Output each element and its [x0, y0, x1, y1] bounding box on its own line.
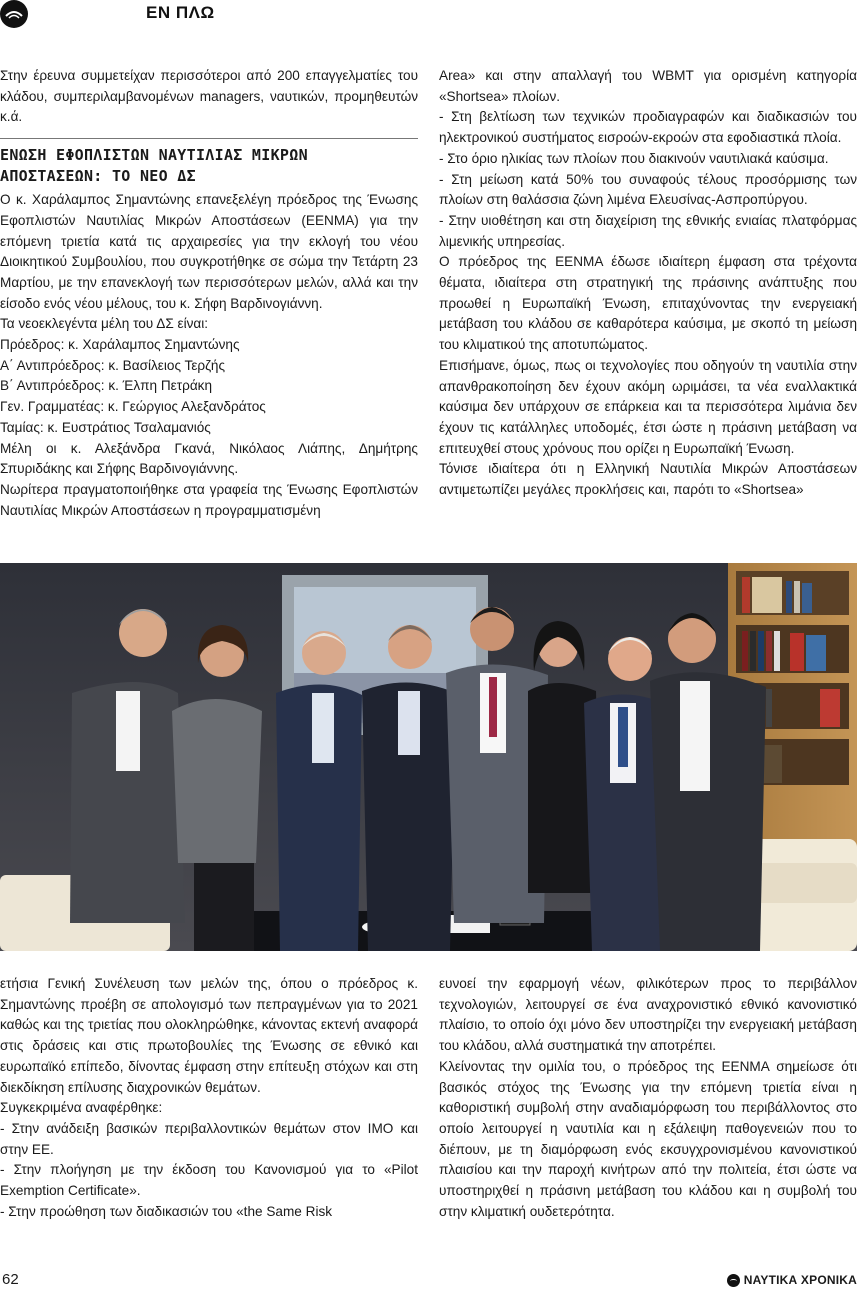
member-line: Γεν. Γραμματέας: κ. Γεώργιος Αλεξανδράτος: [0, 399, 266, 415]
body-paragraph: - Στην ανάδειξη βασικών περιβαλλοντικών θεμάτων στον ΙΜΟ και στην ΕΕ.: [0, 1120, 418, 1157]
section-divider: [0, 138, 418, 139]
body-paragraph: Ο κ. Χαράλαμπος Σημαντώνης επανεξελέγη πρόεδρος της Ένωσης Εφοπλιστών Ναυτιλίας Μικρών Αποστάσεων (ΕΕΝΜΑ) για την επόμενη τριετία κατά τις αρχαιρεσίες για την εκλογή του νέου Διοικητικού Συμβουλίου, που συγκροτήθηκε σε σώμα την Τετάρτη 23 Μαρτίου, με την επανεκλογή των περισσότερων μελών, αλλά και την είσοδο ενός νέου μέλους, του κ. Σήφη Βαρδινογιάννη.: [0, 192, 418, 311]
body-paragraph: Επισήμανε, όμως, πως οι τεχνολογίες που οδηγούν τη ναυτιλία στην απανθρακοποίηση δεν έχουν ακόμη ωριμάσει, τα νέα εναλλακτικά καύσιμα δεν υπάρχουν σε επάρκεια και τα περισσότερα λιμάνια δεν έχουν τις κατάλληλες υποδομές, έτσι ώστε η πράσινη μετάβαση να επιτευχθεί στους χρόνους που ορίζει η Ευρωπαϊκή Ένωση.: [439, 357, 857, 456]
members-intro: Τα νεοεκλεγέντα μέλη του ΔΣ είναι:: [0, 316, 209, 332]
group-photo: [0, 563, 857, 951]
publication-name: ΝΑΥΤΙΚΑ ΧΡΟΝΙΚΑ: [743, 1273, 857, 1287]
article-headline: [0, 145, 418, 187]
member-line: Ταμίας: κ. Ευστράτιος Τσαλαμανιός: [0, 419, 211, 435]
member-line: Β΄ Αντιπρόεδρος: κ. Έλπη Πετράκη: [0, 378, 213, 394]
footer-publication: [727, 1273, 857, 1287]
body-paragraph: Κλείνοντας την ομιλία του, ο πρόεδρος της ΕΕΝΜΑ σημείωσε ότι βασικός στόχος της Ένωσης για την επόμενη τριετία είναι η καθοριστική συμβολή στην αναδιαμόρφωση του περιβάλλοντος στο οποίο λειτουργεί η ναυτιλία και η εξάλειψη παθογενειών που το διέπουν, με τη διαμόρφωση ενός εκσυγχρονισμένου κανονιστικού πλαισίου και την παροχή κινήτρων από την πολιτεία, έτσι ώστε να υποστηριχθεί η πράσινη μετάβαση του κλάδου και η συμβολή του στην κλιματική ουδετερότητα.: [439, 1058, 857, 1219]
body-paragraph: - Στην πλοήγηση με την έκδοση του Κανονισμού για το «Pilot Exemption Certificate».: [0, 1162, 418, 1199]
body-paragraph: Area» και στην απαλλαγή του WBMT για ορισμένη κατηγορία «Shortsea» πλοίων.: [439, 68, 857, 104]
body-paragraph: - Στο όριο ηλικίας των πλοίων που διακινούν ναυτιλιακά καύσιμα.: [439, 150, 829, 166]
article-column-top-left: [0, 66, 418, 521]
intro-paragraph: Στην έρευνα συμμετείχαν περισσότεροι από 200 επαγγελματίες του κλάδου, συμπεριλαμβανομένων managers, ναυτικών, προμηθευτών κ.ά.: [0, 68, 418, 125]
body-paragraph: - Στην προώθηση των διαδικασιών του «the Same Risk: [0, 1203, 333, 1219]
member-line: Πρόεδρος: κ. Χαράλαμπος Σημαντώνης: [0, 337, 240, 353]
page-header: [0, 0, 857, 30]
article-column-top-right: [439, 66, 857, 501]
body-paragraph: ετήσια Γενική Συνέλευση των μελών της, όπου ο πρόεδρος κ. Σημαντώνης προέβη σε απολογισμό των πεπραγμένων για το 2021 καθώς και της τριετίας που ολοκληρώθηκε, κάνοντας εκτενή αναφορά στις δράσεις και στις πρωτοβουλίες της Ένωσης σε εθνικό και ευρωπαϊκό επίπεδο, δίνοντας έμφαση στην επίτευξη στόχων και στη διεκδίκηση επίλυσης διαχρονικών θεμάτων.: [0, 976, 418, 1095]
group-photo-illustration: [0, 563, 857, 951]
headline-line: ΑΠΟΣΤΑΣΕΩΝ: ΤΟ ΝΕΟ ΔΣ: [0, 167, 196, 186]
body-paragraph: Νωρίτερα πραγματοποιήθηκε στα γραφεία της Ένωσης Εφοπλιστών Ναυτιλίας Μικρών Αποστάσεων η προγραμματισμένη: [0, 481, 418, 518]
body-paragraph: Ο πρόεδρος της ΕΕΝΜΑ έδωσε ιδιαίτερη έμφαση στα τρέχοντα θέματα, ιδιαίτερα στη στρατηγική της πράσινης ανάπτυξης που προωθεί η Ευρωπαϊκή Ένωση, επιταχύνοντας την ενεργειακή μετάβαση του κλάδου σε καθαρότερα καύσιμα, με σκοπό τη μείωση του κλιματικού της αποτυπώματος.: [439, 254, 857, 353]
article-column-bottom-left: [0, 974, 418, 1222]
body-paragraph: Συγκεκριμένα αναφέρθηκε:: [0, 1100, 163, 1116]
body-paragraph: - Στη βελτίωση των τεχνικών προδιαγραφών και διαδικασιών του ηλεκτρονικού συστήματος εισροών-εκροών στα εφοδιαστικά πλοία.: [439, 109, 857, 146]
section-label: ΕΝ ΠΛΩ: [146, 3, 215, 22]
member-line: Μέλη οι κ. Αλεξάνδρα Γκανά, Νικόλαος Λιάπης, Δημήτρης Σπυριδάκης και Σήφης Βαρδινογιάννης.: [0, 440, 418, 477]
member-line: Α΄ Αντιπρόεδρος: κ. Βασίλειος Τερζής: [0, 357, 225, 373]
body-paragraph: ευνοεί την εφαρμογή νέων, φιλικότερων προς το περιβάλλον τεχνολογιών, λειτουργεί σε ένα αναχρονιστικό εθνικό κανονιστικό πλαίσιο, το οποίο όχι μόνο δεν υποστηρίζει την ενεργειακή μετάβαση του κλάδου, αλλά συστηματικά την αποτρέπει.: [439, 976, 857, 1054]
body-paragraph: - Στη μείωση κατά 50% του συναφούς τέλους προσόρμισης των πλοίων στη θαλάσσια ζώνη λιμένα Ελευσίνας-Ασπροπύργου.: [439, 171, 857, 208]
publication-logo-icon: [0, 0, 28, 28]
body-paragraph: - Στην υιοθέτηση και στη διαχείριση της εθνικής ενιαίας πλατφόρμας λιμενικής υπηρεσίας.: [439, 212, 857, 249]
headline-line: ΕΝΩΣΗ ΕΦΟΠΛΙΣΤΩΝ ΝΑΥΤΙΛΙΑΣ ΜΙΚΡΩΝ: [0, 146, 308, 165]
publication-logo-icon: [727, 1274, 740, 1287]
body-paragraph: Τόνισε ιδιαίτερα ότι η Ελληνική Ναυτιλία Μικρών Αποστάσεων αντιμετωπίζει μεγάλες προκλήσεις και, παρότι το «Shortsea»: [439, 461, 857, 498]
page-number: 62: [2, 1271, 19, 1288]
article-column-bottom-right: [439, 974, 857, 1222]
